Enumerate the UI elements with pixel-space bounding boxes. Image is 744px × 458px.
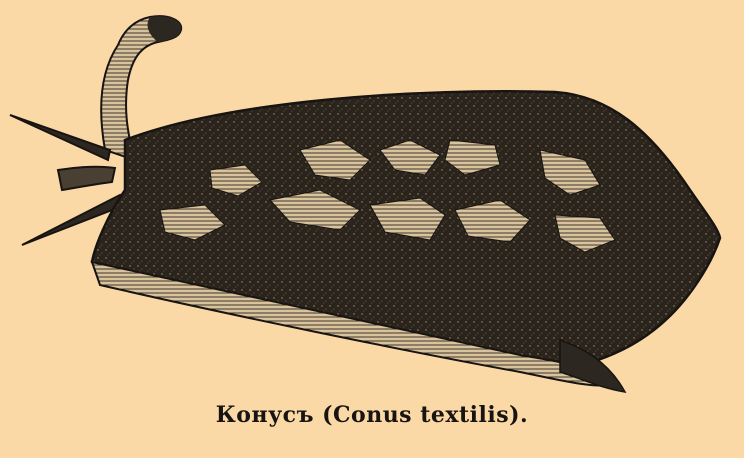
figure-caption: Конусъ (Conus textilis). (215, 402, 529, 428)
shell-body (92, 91, 720, 392)
